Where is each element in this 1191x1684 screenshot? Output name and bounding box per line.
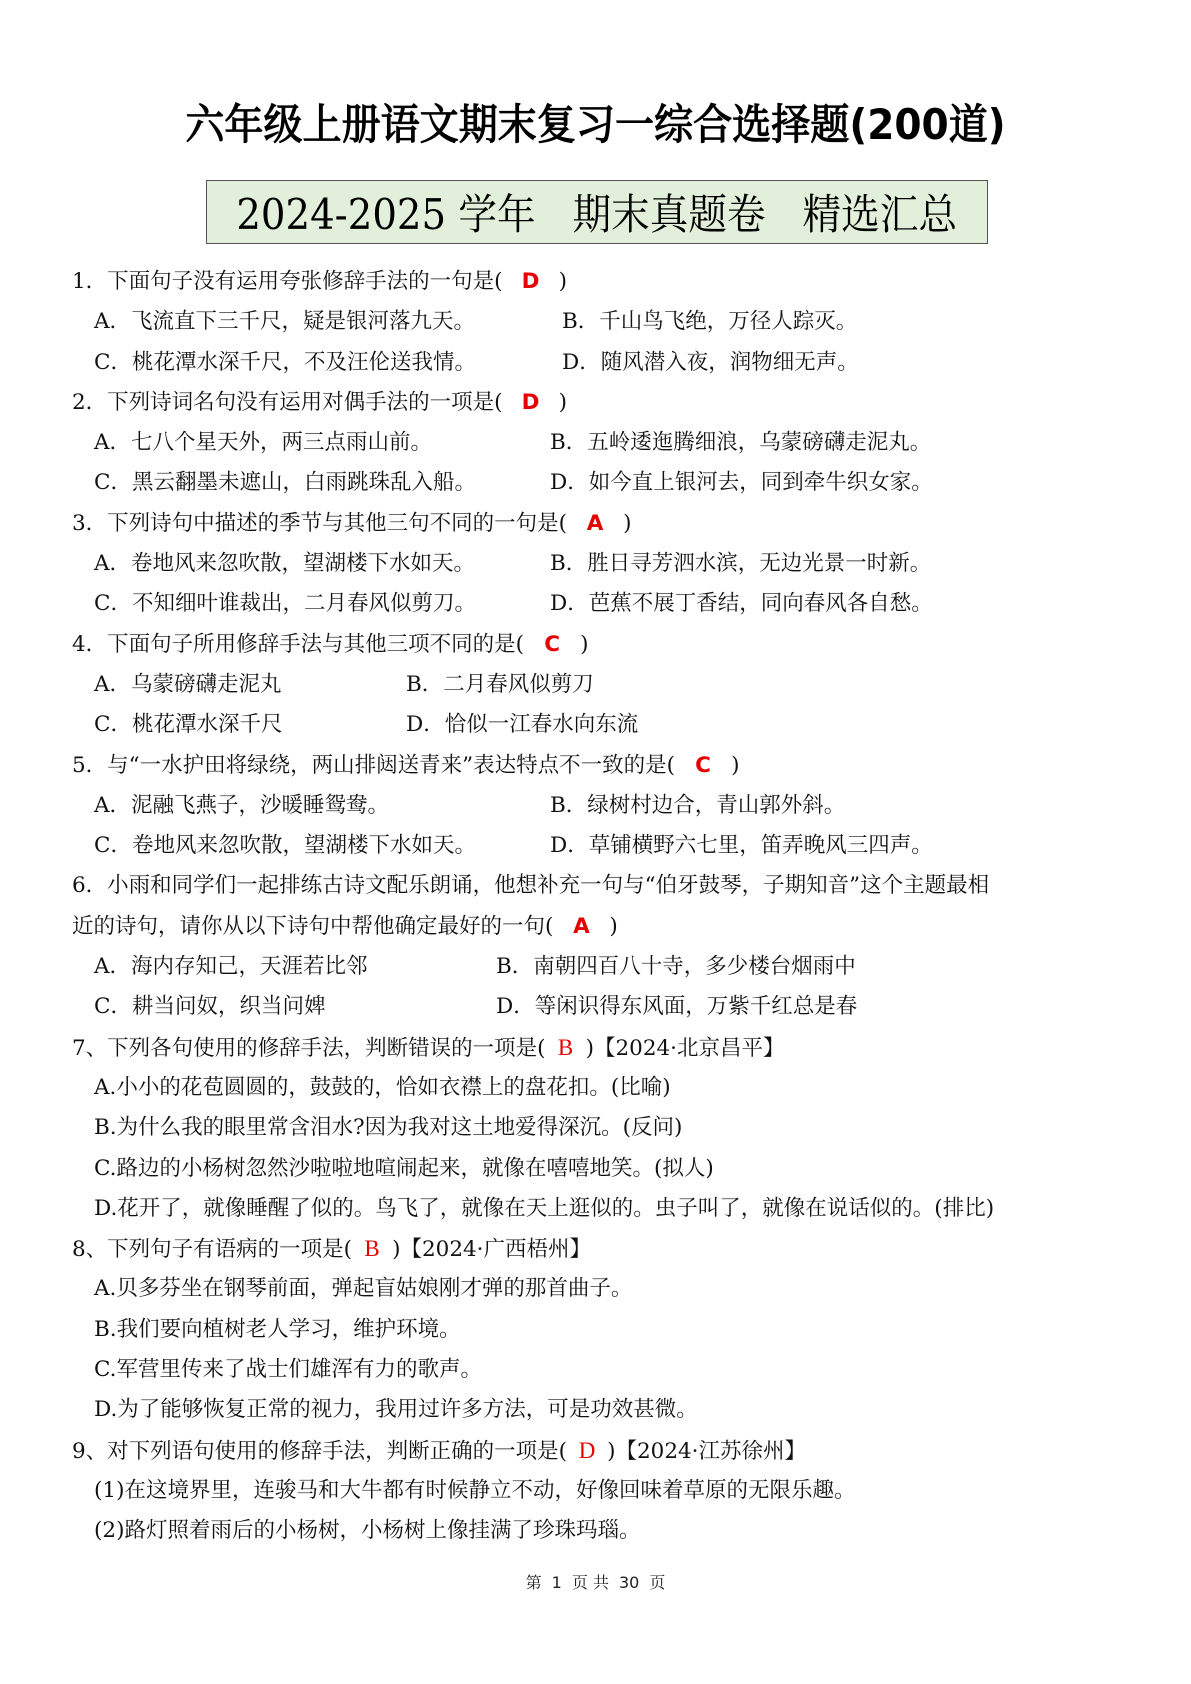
- question-9-stem: [72, 1431, 1132, 1471]
- close-paren: ): [392, 1237, 401, 1263]
- question-text: 4．下面句子所用修辞手法与其他三项不同的是(: [72, 631, 525, 657]
- question-3-options-row: [72, 544, 1132, 584]
- option-c: C．卷地风来忽吹散，望湖楼下水如天。: [94, 833, 476, 859]
- option-d: D.花开了，就像睡醒了似的。鸟飞了，就像在天上逛似的。虫子叫了，就像在说话似的。(排比): [94, 1195, 995, 1221]
- option-d: D．芭蕉不展丁香结，同向春风各自愁。: [550, 591, 933, 617]
- close-paren: ): [585, 1035, 594, 1061]
- question-1-options-row: [72, 302, 1132, 342]
- question-1-options-row: [72, 343, 1132, 383]
- total-pages: 30: [618, 1573, 640, 1592]
- current-page-number: 1: [551, 1573, 562, 1592]
- option-a: A．乌蒙磅礴走泥丸: [94, 671, 282, 697]
- banner-box: [206, 180, 988, 244]
- statement-1: (1)在这境界里，连骏马和大牛都有时候静立不动，好像回味着草原的无限乐趣。: [94, 1477, 856, 1503]
- option-a: A．泥融飞燕子，沙暖睡鸳鸯。: [94, 792, 390, 818]
- close-paren: ): [623, 510, 632, 536]
- question-text: 6．小雨和同学们一起排练古诗文配乐朗诵，他想补充一句与“伯牙鼓琴，子期知音”这个主题最相: [72, 873, 990, 899]
- question-4-stem: [72, 625, 1132, 665]
- footer-mid: 页 共: [571, 1573, 609, 1592]
- answer-mark: D: [521, 389, 540, 415]
- option-b: B．千山鸟飞绝，万径人踪灭。: [562, 309, 858, 335]
- page-footer: [0, 1570, 1191, 1593]
- option-a: A.小小的花苞圆圆的，鼓鼓的，恰如衣襟上的盘花扣。(比喻): [94, 1074, 671, 1100]
- option-a: A．海内存知己，天涯若比邻: [94, 954, 368, 980]
- document-title: 六年级上册语文期末复习一综合选择题(200道): [185, 100, 1006, 149]
- option-b: B．二月春风似剪刀: [406, 671, 594, 697]
- option-b: B.我们要向植树老人学习，维护环境。: [94, 1316, 461, 1342]
- close-paren: ): [580, 631, 589, 657]
- answer-mark: D: [521, 269, 540, 294]
- close-paren: ): [609, 913, 618, 939]
- footer-prefix: 第: [525, 1573, 542, 1592]
- question-2-stem: [72, 383, 1132, 423]
- option-d: D．草铺横野六七里，笛弄晚风三四声。: [550, 833, 933, 859]
- question-5-options-row: [72, 826, 1132, 866]
- question-6-options-row: [72, 947, 1132, 987]
- answer-mark: B: [364, 1236, 380, 1262]
- option-d: D．随风潜入夜，润物细无声。: [562, 349, 859, 375]
- answer-mark: A: [586, 510, 604, 536]
- option-c: C．桃花潭水深千尺: [94, 712, 283, 738]
- question-source: 【2024·广西梧州】: [400, 1237, 592, 1263]
- question-source: 【2024·北京昌平】: [593, 1035, 785, 1061]
- question-5-stem: [72, 746, 1132, 786]
- question-7-stem: [72, 1028, 1132, 1068]
- question-2-options-row: [72, 463, 1132, 503]
- question-6-stem-line2: [72, 907, 1132, 947]
- option-c: C.军营里传来了战士们雄浑有力的歌声。: [94, 1357, 483, 1383]
- close-paren: ): [607, 1438, 616, 1464]
- answer-mark: D: [578, 1437, 596, 1463]
- option-b: B.为什么我的眼里常含泪水?因为我对这土地爱得深沉。(反问): [94, 1115, 683, 1141]
- option-c: C．桃花潭水深千尺，不及汪伦送我情。: [94, 349, 476, 375]
- option-d: D.为了能够恢复正常的视力，我用过许多方法，可是功效甚微。: [94, 1397, 698, 1423]
- question-6-stem-line1: [72, 866, 1132, 906]
- answer-mark: B: [557, 1034, 574, 1060]
- option-a: A.贝多芬坐在钢琴前面，弹起盲姑娘刚才弹的那首曲子。: [94, 1276, 633, 1302]
- question-text: 2．下列诗词名句没有运用对偶手法的一项是(: [72, 389, 503, 415]
- option-d: D．等闲识得东风面，万紫千红总是春: [496, 994, 858, 1020]
- option-c: C．黑云翻墨未遮山，白雨跳珠乱入船。: [94, 470, 476, 496]
- question-3-options-row: [72, 584, 1132, 624]
- option-a: A．七八个星天外，两三点雨山前。: [94, 430, 433, 456]
- answer-mark: C: [544, 631, 560, 657]
- close-paren: ): [558, 269, 567, 294]
- question-3-stem: [72, 504, 1132, 544]
- banner-text: 2024-2025 学年 期末真题卷 精选汇总: [236, 190, 958, 239]
- question-text: 1．下面句子没有运用夸张修辞手法的一句是(: [72, 269, 503, 294]
- question-source: 【2024·江苏徐州】: [615, 1438, 807, 1464]
- close-paren: ): [558, 389, 567, 415]
- question-4-options-row: [72, 665, 1132, 705]
- option-b: B．绿树村边合，青山郭外斜。: [550, 792, 846, 818]
- option-a: A．卷地风来忽吹散，望湖楼下水如天。: [94, 551, 476, 577]
- question-6-options-row: [72, 987, 1132, 1027]
- footer-suffix: 页: [649, 1573, 666, 1592]
- option-c: C.路边的小杨树忽然沙啦啦地喧闹起来，就像在嘻嘻地笑。(拟人): [94, 1155, 714, 1181]
- option-c: C．耕当问奴，织当问婢: [94, 994, 326, 1020]
- question-4-options-row: [72, 705, 1132, 745]
- option-d: D．恰似一江春水向东流: [406, 712, 639, 738]
- question-1-stem: [72, 262, 1132, 302]
- option-a: A．飞流直下三千尺，疑是银河落九天。: [94, 309, 476, 335]
- question-text: 8、下列句子有语病的一项是(: [72, 1237, 353, 1263]
- question-list: [72, 262, 1132, 1552]
- option-c: C．不知细叶谁裁出，二月春风似剪刀。: [94, 591, 476, 617]
- question-text: 7、下列各句使用的修辞手法，判断错误的一项是(: [72, 1035, 546, 1061]
- question-text: 5．与“一水护田将绿绕，两山排闼送青来”表达特点不一致的是(: [72, 752, 676, 778]
- answer-mark: C: [695, 752, 711, 778]
- option-b: B．五岭逶迤腾细浪，乌蒙磅礴走泥丸。: [550, 430, 932, 456]
- question-text: 3．下列诗句中描述的季节与其他三句不同的一句是(: [72, 510, 568, 536]
- question-8-stem: [72, 1229, 1132, 1269]
- option-d: D．如今直上银河去，同到牵牛织女家。: [550, 470, 933, 496]
- statement-2: (2)路灯照着雨后的小杨树，小杨树上像挂满了珍珠玛瑙。: [94, 1518, 641, 1544]
- answer-mark: A: [573, 913, 590, 939]
- question-2-options-row: [72, 423, 1132, 463]
- question-5-options-row: [72, 786, 1132, 826]
- option-b: B．胜日寻芳泗水滨，无边光景一时新。: [550, 551, 932, 577]
- option-b: B．南朝四百八十寺，多少楼台烟雨中: [496, 954, 856, 980]
- question-text: 近的诗句，请你从以下诗句中帮他确定最好的一句(: [72, 913, 554, 939]
- close-paren: ): [731, 752, 740, 778]
- question-text: 9、对下列语句使用的修辞手法，判断正确的一项是(: [72, 1438, 568, 1464]
